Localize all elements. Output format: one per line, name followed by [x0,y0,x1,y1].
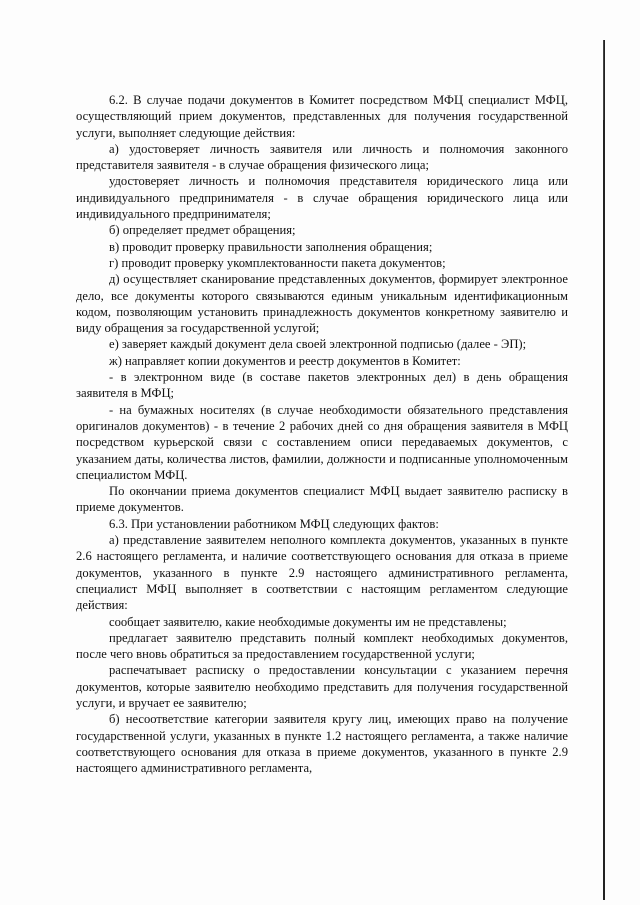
scan-edge-mark [603,40,604,120]
paragraph-6-2-zh-paper: - на бумажных носителях (в случае необходимости обязательного представления оригиналов документов) - в течение 2 рабочих дней со дня обращения заявителя в МФЦ посредством курьерской связи с составлением описи передаваемых документов, с указанием даты, количества листов, фамилии, должности и подписанные уполномоченным специалистом МФЦ. [76,402,568,482]
paragraph-6-3-a-inform: сообщает заявителю, какие необходимые документы им не представлены; [109,614,507,629]
paragraph-6-3: 6.3. При установлении работником МФЦ следующих фактов: [109,516,439,531]
paragraph-6-2-a: а) удостоверяет личность заявителя или личность и полномочия законного представителя заявителя - в случае обращения физического лица; [76,141,568,173]
paragraph-receipt: По окончании приема документов специалист МФЦ выдает заявителю расписку в приеме документов. [76,484,568,515]
paragraph-6-2-g: г) проводит проверку укомплектованности пакета документов; [109,255,446,270]
paragraph-6-2-v: в) проводит проверку правильности заполнения обращения; [109,239,433,254]
scan-edge-line [603,40,605,900]
paragraph-6-2-zh: ж) направляет копии документов и реестр документов в Комитет: [109,353,461,368]
paragraph-6-2-zh-electronic: - в электронном виде (в составе пакетов электронных дел) в день обращения заявителя в МФЦ; [76,370,568,401]
document-body [76,92,568,776]
paragraph-6-3-b: б) несоответствие категории заявителя кругу лиц, имеющих право на получение государственной услуги, указанных в пункте 1.2 настоящего регламента, а также наличие соответствующего основания для отказа в приеме документов, указанного в пункте 2.9 настоящего административного регламента, [76,712,568,776]
paragraph-6-3-a-offer: предлагает заявителю представить полный комплект необходимых документов, после чего вновь обратиться за предоставлением государственной услуги; [76,630,568,662]
paragraph-6-2-d: д) осуществляет сканирование представленных документов, формирует электронное дело, все документы которого связываются единым уникальным идентификационным кодом, позволяющим установить принадлежность документов конкретному заявителю и виду обращения за государственной услугой; [76,272,568,336]
paragraph-6-3-a: а) представление заявителем неполного комплекта документов, указанных в пункте 2.6 настоящего регламента, и наличие соответствующего основания для отказа в приеме документов, указанного в пункте 2.9 настоящего административного регламента, специалист МФЦ выполняет в соответствии с настоящим регламентом следующие действия: [76,533,568,613]
paragraph-6-3-a-print: распечатывает расписку о предоставлении консультации с указанием перечня документов, которые заявителю необходимо представить для получения государственной услуги, и вручает ее заявителю; [76,663,568,710]
paragraph-6-2-e: е) заверяет каждый документ дела своей электронной подписью (далее - ЭП); [109,337,527,352]
paragraph-6-2-b: б) определяет предмет обращения; [109,223,296,238]
paragraph-6-2-a-cont: удостоверяет личность и полномочия представителя юридического лица или индивидуального предпринимателя - в случае обращения юридического лица или индивидуального предпринимателя; [76,174,568,222]
paragraph-6-2: 6.2. В случае подачи документов в Комитет посредством МФЦ специалист МФЦ, осуществляющий прием документов, представленных для получения государственной услуги, выполняет следующие действия: [76,93,568,140]
